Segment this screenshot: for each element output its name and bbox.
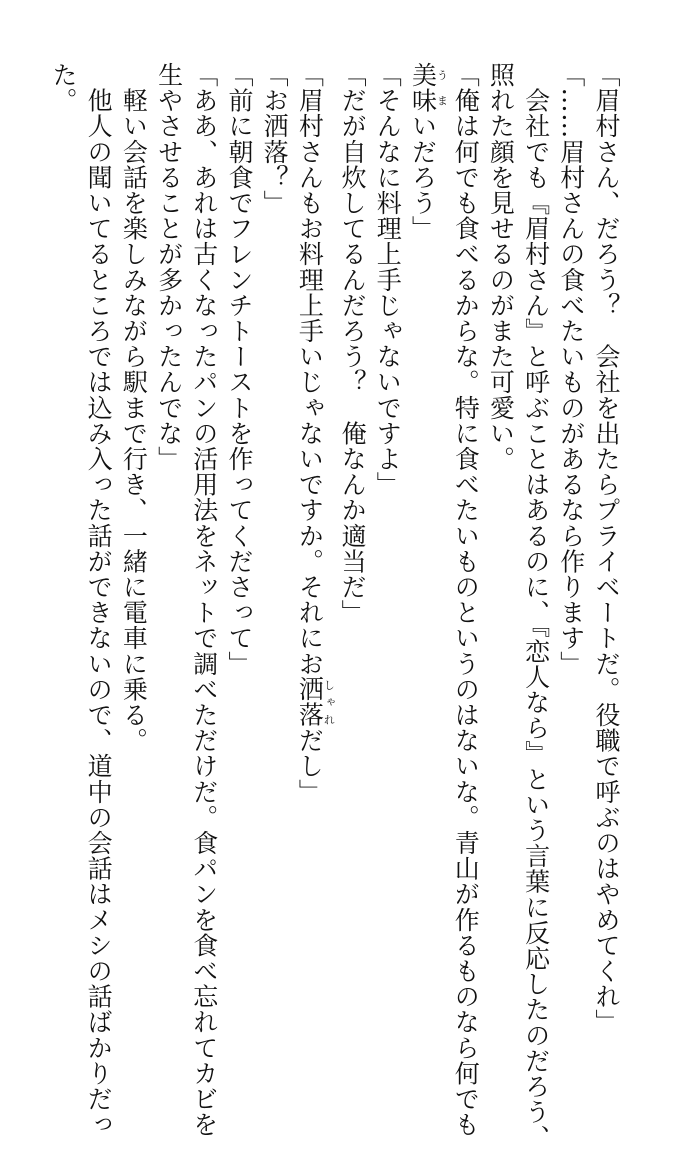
text-line-9-rest: だし」 — [295, 727, 325, 805]
ruby-base: 美味 — [408, 62, 438, 114]
text-line-14: 軽い会話を楽しみながら駅まで行き、一緒に電車に乗る。 — [119, 62, 149, 754]
text-line-15: 他人の聞いてるところでは込み入った話ができないので、道中の会話はメシの話ばかりだっ — [84, 62, 114, 1138]
text-line-3: 会社でも『眉村さん』と呼ぶことはあるのに、『恋人なら』という言葉に反応したのだろう、 — [521, 62, 551, 1150]
ruby-reading: しゃれ — [322, 676, 336, 728]
text-line-9-start: 「眉村さんもお料理上手いじゃないですか。それにお — [295, 62, 325, 677]
text-line-2: 「……眉村さんの食べたいものがあるなら作ります」 — [556, 62, 586, 677]
text-line-5: 「俺は何でも食べるからな。特に食べたいものというのはないな。青山が作るものなら何でも — [451, 62, 481, 1138]
ruby-base: 洒落 — [295, 676, 325, 728]
text-line-8: 「だが自炊してるんだろう？ 俺なんか適当だ」 — [338, 62, 368, 626]
text-line-6 — [405, 62, 448, 962]
text-line-16: た。 — [48, 62, 78, 114]
text-line-7: 「そんなに料理上手じゃないですよ」 — [373, 62, 403, 498]
text-line-13: 生やさせることが多かったんでな」 — [154, 62, 184, 472]
text-line-11: 「前に朝食でフレンチトーストを作ってくださって」 — [224, 62, 254, 677]
text-line-9 — [292, 62, 335, 962]
text-line-1: 「眉村さん、だろう？ 会社を出たらプライベートだ。役職で呼ぶのはやめてくれ」 — [592, 62, 621, 1035]
ruby-umai — [408, 62, 449, 114]
vertical-text-body — [46, 62, 624, 1150]
text-line-10: 「お洒落？」 — [260, 62, 290, 216]
text-line-12: 「ああ、あれは古くなったパンの活用法をネットで調べただけだ。食パンを食べ忘れてカビを — [189, 62, 219, 1138]
ruby-share — [295, 676, 336, 728]
text-line-4: 照れた顔を見せるのがまた可愛い。 — [486, 62, 516, 472]
ruby-reading: うま — [435, 62, 449, 114]
text-line-6-rest: いだろう」 — [408, 113, 438, 242]
